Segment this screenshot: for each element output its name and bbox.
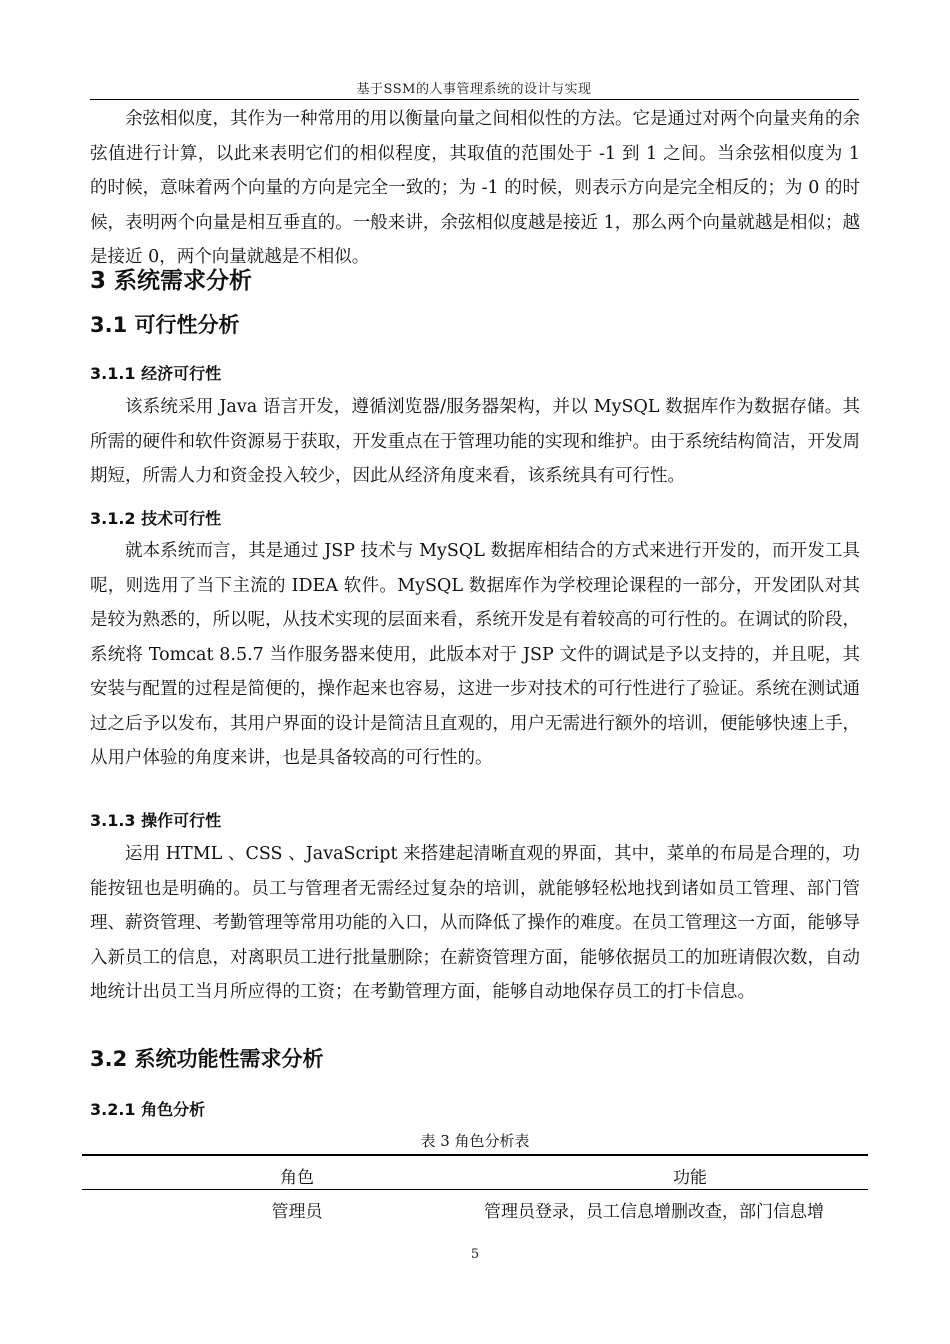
paragraph-technical-feasibility: 就本系统而言，其是通过 JSP 技术与 MySQL 数据库相结合的方式来进行开发的，而开发工具呢，则选用了当下主流的 IDEA 软件。MySQL 数据库作为学校理论课程的一部分，开发团队对其是较为熟悉的，所以呢，从技术实现的层面来看，系统开发是有着较高的可行性的。在调试的阶段，系统将 Tomcat 8.5.7 当作服务器来使用，此版本对于 JSP 文件的调试是予以支持的，并且呢，其安装与配置的过程是简便的，操作起来也容易，这进一步对技术的可行性进行了验证。系统在测试通过之后予以发布，其用户界面的设计是简洁且直观的，用户无需进行额外的培训，便能够快速上手，从用户体验的角度来讲，也是具备较高的可行性的。 bbox=[90, 541, 860, 768]
subsection-heading-3-2-1: 3.2.1 角色分析 bbox=[90, 1100, 206, 1119]
paragraph-cosine-similarity: 余弦相似度，其作为一种常用的用以衡量向量之间相似性的方法。它是通过对两个向量夹角的余弦值进行计算，以此来表明它们的相似程度，其取值的范围处于 -1 到 1 之间。当余弦相似度为 1 的时候，意味着两个向量的方向是完全一致的；为 -1 的时候，则表示方向是完全相反的；为 0 的时候，表明两个向量是相互垂直的。一般来讲，余弦相似度越是接近 1，那么两个向量就越是相似；越是接近 0，两个向量就越是不相似。 bbox=[90, 109, 860, 267]
table-cell-function: 管理员登录，员工信息增删改查，部门信息增 bbox=[484, 1202, 824, 1222]
table-caption: 表 3 角色分析表 bbox=[420, 1132, 530, 1150]
subsection-heading-3-1-1: 3.1.1 经济可行性 bbox=[90, 364, 222, 383]
paragraph-operational-feasibility: 运用 HTML 、CSS 、JavaScript 来搭建起清晰直观的界面，其中，菜单的布局是合理的，功能按钮也是明确的。员工与管理者无需经过复杂的培训，就能够轻松地找到诸如员工管理、部门管理、薪资管理、考勤管理等常用功能的入口，从而降低了操作的难度。在员工管理这一方面，能够导入新员工的信息，对离职员工进行批量删除；在薪资管理方面，能够依据员工的加班请假次数，自动地统计出员工当月所应得的工资；在考勤管理方面，能够自动地保存员工的打卡信息。 bbox=[90, 844, 860, 1002]
section-heading-3-1: 3.1 可行性分析 bbox=[90, 313, 240, 337]
table-header-function: 功能 bbox=[673, 1168, 707, 1188]
subsection-heading-3-1-3: 3.1.3 操作可行性 bbox=[90, 811, 222, 830]
table-cell-role: 管理员 bbox=[271, 1202, 323, 1222]
section-heading-3-2: 3.2 系统功能性需求分析 bbox=[90, 1047, 324, 1071]
chapter-heading-3: 3 系统需求分析 bbox=[90, 268, 253, 294]
page-number: 5 bbox=[470, 1247, 480, 1262]
table-header-role: 角色 bbox=[280, 1168, 314, 1188]
header-rule bbox=[90, 99, 859, 100]
table-header-rule bbox=[82, 1189, 868, 1190]
table-top-rule bbox=[82, 1154, 868, 1156]
subsection-heading-3-1-2: 3.1.2 技术可行性 bbox=[90, 509, 222, 528]
paragraph-economic-feasibility: 该系统采用 Java 语言开发，遵循浏览器/服务器架构，并以 MySQL 数据库作为数据存储。其所需的硬件和软件资源易于获取，开发重点在于管理功能的实现和维护。由于系统结构简洁，开发周期短，所需人力和资金投入较少，因此从经济角度来看，该系统具有可行性。 bbox=[90, 397, 860, 486]
running-header: 基于SSM的人事管理系统的设计与实现 bbox=[356, 82, 592, 97]
